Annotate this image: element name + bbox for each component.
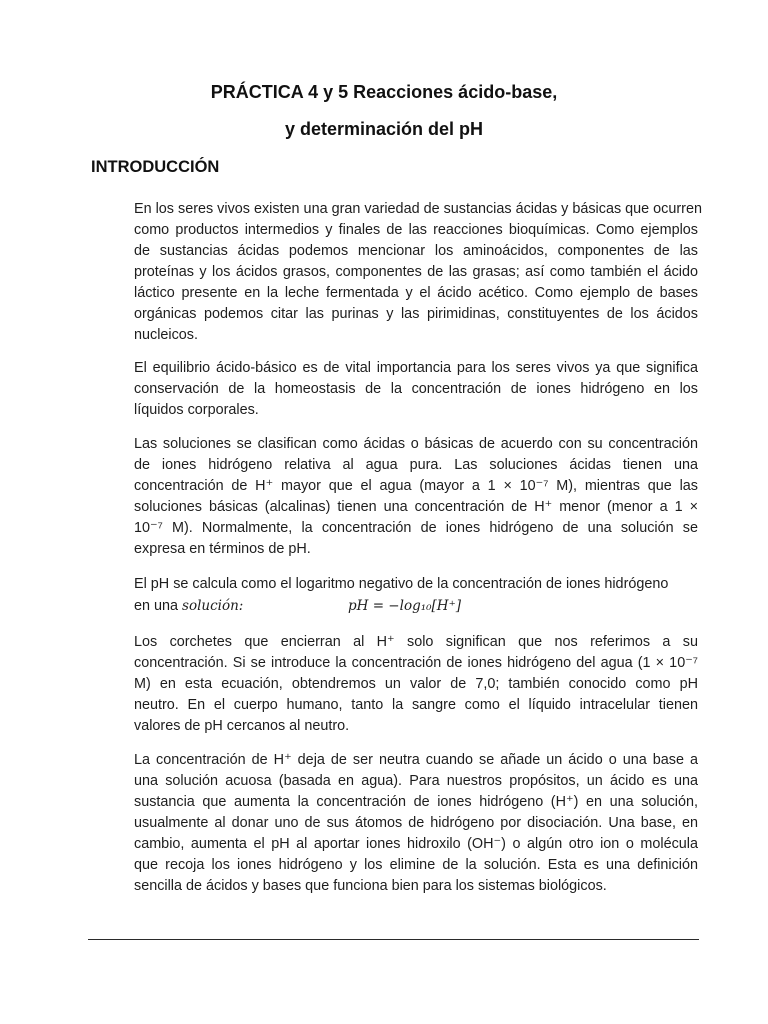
- ph-formula: pH = −log₁₀[H⁺]: [348, 598, 461, 614]
- paragraph-line: sencilla de ácidos y bases que funciona bien para los sistemas biológicos.: [134, 878, 607, 894]
- paragraph-line: una solución acuosa (basada en agua). Para nuestros propósitos, un ácido es una: [134, 773, 698, 789]
- paragraph-line: nucleicos.: [134, 327, 198, 343]
- formula-word: solución:: [182, 598, 244, 614]
- paragraph-line: concentración. Si se introduce la concentración de iones hidrógeno del agua (1 × 10⁻⁷: [134, 655, 698, 671]
- paragraph-line: líquidos corporales.: [134, 402, 259, 418]
- formula-line: [134, 596, 698, 617]
- paragraph-line: La concentración de H⁺ deja de ser neutra cuando se añade un ácido o una base a: [134, 752, 698, 768]
- paragraph-line: usualmente al donar uno de sus átomos de hidrógeno por disociación. Una base, en: [134, 815, 698, 831]
- paragraph-line: de iones hidrógeno relativa al agua pura. Las soluciones ácidas tienen una: [134, 457, 698, 473]
- paragraph-line: láctico presente en la leche fermentada y el ácido acético. Como ejemplo de bases: [134, 285, 698, 301]
- paragraph-line: proteínas y los ácidos grasos, componentes de las grasas; así como también el ácido: [134, 264, 698, 280]
- paragraph-line: conservación de la homeostasis de la concentración de iones hidrógeno en los: [134, 381, 698, 397]
- paragraph-line: En los seres vivos existen una gran variedad de sustancias ácidas y básicas que ocurren: [134, 201, 702, 217]
- paragraph-line: cambio, aumenta el pH al aportar iones hidroxilo (OH⁻) o algún otro ion o molécula: [134, 836, 698, 852]
- footer-divider: [88, 939, 699, 940]
- paragraph-line: orgánicas podemos citar las purinas y las pirimidinas, constituyentes de los ácidos: [134, 306, 698, 322]
- paragraph-line: sustancia que aumenta la concentración de iones hidrógeno (H⁺) en una solución,: [134, 794, 698, 810]
- paragraph-line: soluciones básicas (alcalinas) tienen una concentración de H⁺ menor (menor a 1 ×: [134, 499, 698, 515]
- paragraph-acid-base-definition: [134, 750, 698, 897]
- document-title-line-2: y determinación del pH: [284, 119, 484, 139]
- section-heading: INTRODUCCIÓN: [91, 158, 220, 176]
- paragraph-line: El equilibrio ácido-básico es de vital importancia para los seres vivos ya que significa: [134, 360, 698, 376]
- paragraph-classification: [134, 434, 698, 560]
- paragraph-line: valores de pH cercanos al neutro.: [134, 718, 350, 734]
- paragraph-line: expresa en términos de pH.: [134, 541, 311, 557]
- paragraph-line: neutro. En el cuerpo humano, tanto la sangre como el líquido intracelular tienen: [134, 697, 698, 713]
- paragraph-line: concentración de H⁺ mayor que el agua (mayor a 1 × 10⁻⁷ M), mientras que las: [134, 478, 698, 494]
- paragraph-line: Las soluciones se clasifican como ácidas o básicas de acuerdo con su concentración: [134, 436, 698, 452]
- paragraph-line: M) en esta ecuación, obtendremos un valor de 7,0; también conocido como pH: [134, 676, 698, 692]
- paragraph-brackets: [134, 632, 698, 737]
- paragraph-line: que recoja los iones hidrógeno y los elimine de la solución. Esta es una definición: [134, 857, 698, 873]
- paragraph-line: El pH se calcula como el logaritmo negativo de la concentración de iones hidrógeno: [134, 576, 669, 592]
- formula-prefix: en una: [134, 598, 183, 614]
- document-title-line-1: PRÁCTICA 4 y 5 Reacciones ácido-base,: [210, 82, 558, 102]
- paragraph-ph-definition: [134, 574, 698, 595]
- paragraph-line: como productos intermedios y finales de las reacciones bioquímicas. Como ejemplos: [134, 222, 698, 238]
- paragraph-equilibrium: [134, 358, 698, 421]
- paragraph-intro: [134, 199, 702, 346]
- paragraph-line: de sustancias ácidas podemos mencionar los aminoácidos, componentes de las: [134, 243, 698, 259]
- paragraph-line: 10⁻⁷ M). Normalmente, la concentración de iones hidrógeno de una solución se: [134, 520, 698, 536]
- paragraph-line: Los corchetes que encierran al H⁺ solo significan que nos referimos a su: [134, 634, 698, 650]
